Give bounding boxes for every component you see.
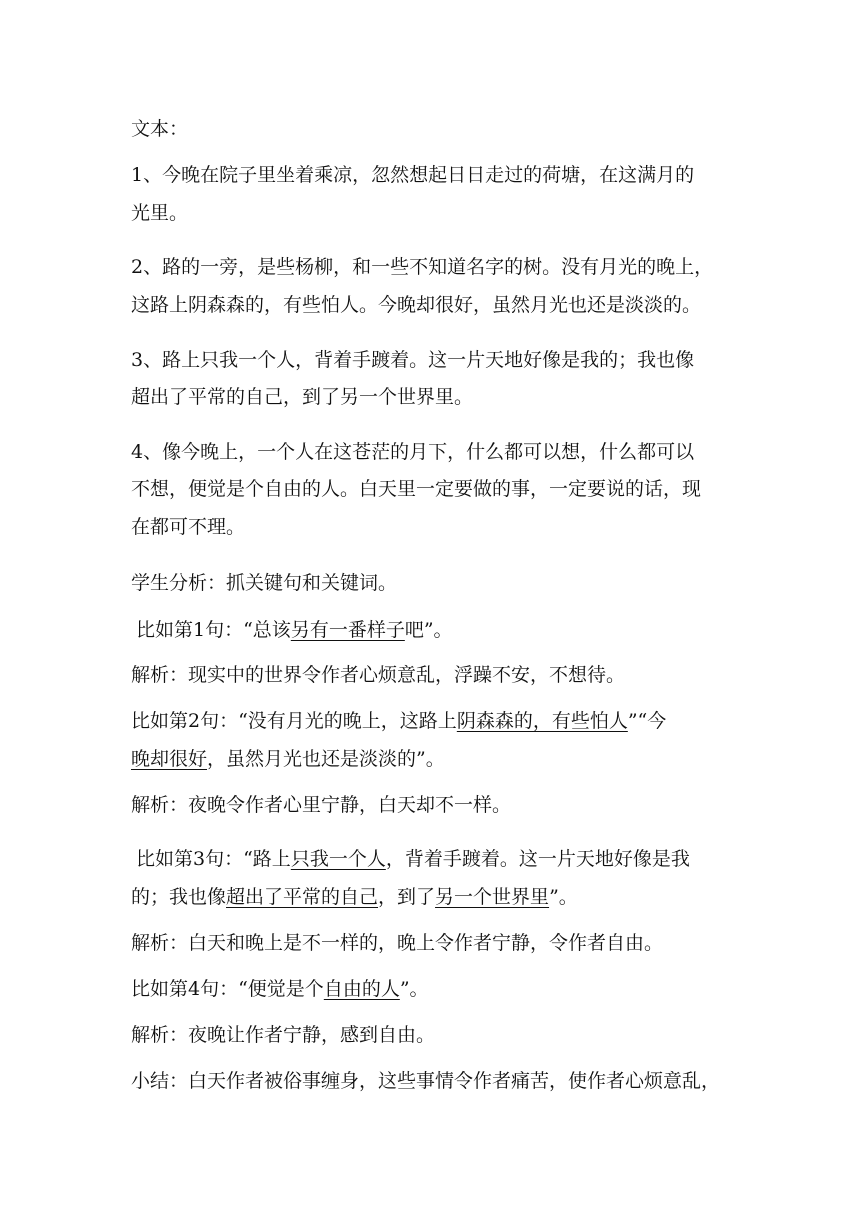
summary: 小结：白天作者被俗事缠身，这些事情令作者痛苦，使作者心烦意乱， [131,1070,721,1092]
example-3-line-2: 的；我也像超出了平常的自己，到了另一个世界里”。 [131,886,578,908]
text-3-line-2: 超出了平常的自己，到了另一个世界里。 [131,386,474,408]
example-2-line-2: 晚却很好，虽然月光也还是淡淡的”。 [131,748,445,770]
analysis-1: 解析：现实中的世界令作者心烦意乱，浮躁不安，不想待。 [131,664,626,686]
heading: 文本： [131,118,189,140]
key-phrase: 另有一番样子 [290,619,405,641]
example-2-line-1: 比如第2句：“没有月光的晚上，这路上阴森森的，有些怕人”“今 [131,710,667,732]
text-3-line-1: 3、路上只我一个人，背着手踱着。这一片天地好像是我的；我也像 [131,349,695,371]
analysis-4: 解析：夜晚让作者宁静，感到自由。 [131,1024,436,1046]
text-1-line-2: 光里。 [131,202,189,224]
student-analysis: 学生分析：抓关键句和关键词。 [131,572,398,594]
key-phrase: 另一个世界里 [435,886,550,908]
key-phrase: 超出了平常的自己 [226,886,379,908]
analysis-3: 解析：白天和晚上是不一样的，晚上令作者宁静，令作者自由。 [131,932,664,954]
text-1-line-1: 1、今晚在院子里坐着乘凉，忽然想起日日走过的荷塘，在这满月的 [131,164,695,186]
text-2-line-2: 这路上阴森森的，有些怕人。今晚却很好，虽然月光也还是淡淡的。 [131,294,702,316]
key-phrase: 自由的人 [323,978,400,1000]
key-phrase: 只我一个人 [290,848,386,870]
text-2-line-1: 2、路的一旁，是些杨柳，和一些不知道名字的树。没有月光的晚上， [131,256,714,278]
text-4-line-1: 4、像今晚上，一个人在这苍茫的月下，什么都可以想，什么都可以 [131,441,695,463]
text-4-line-2: 不想，便觉是个自由的人。白天里一定要做的事，一定要说的话，现 [131,478,702,500]
key-phrase: 晚却很好 [131,748,208,770]
example-1: 比如第1句：“总该另有一番样子吧”。 [136,619,453,641]
text-4-line-3: 在都可不理。 [131,516,246,538]
key-phrase: 阴森森的，有些怕人 [456,710,628,732]
example-4: 比如第4句：“便觉是个自由的人”。 [131,978,429,1000]
analysis-2: 解析：夜晚令作者心里宁静，白天却不一样。 [131,794,512,816]
example-3-line-1: 比如第3句：“路上只我一个人，背着手踱着。这一片天地好像是我 [136,848,690,870]
